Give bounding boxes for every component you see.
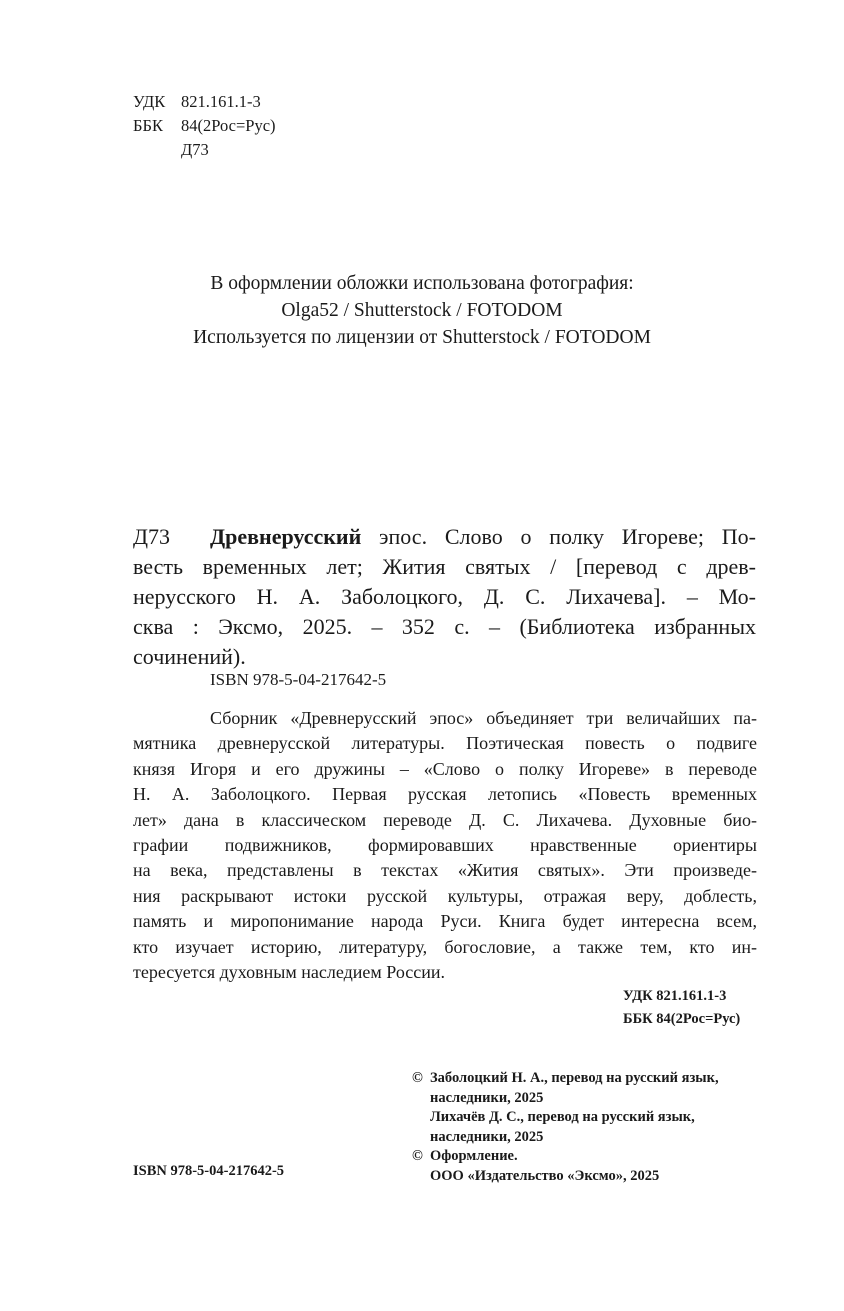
copyright-block <box>412 1069 719 1186</box>
entry-line-1: Древнерусский эпос. Слово о полку Игореве; По- <box>210 524 756 549</box>
annotation-line: кто изучает историю, литературу, богословие, а также тем, кто ин- <box>133 936 757 957</box>
credits-line-3: Используется по лицензии от Shutterstock / FOTODOM <box>193 327 651 348</box>
bbk-row <box>133 114 276 138</box>
copyright-line-3: Лихачёв Д. С., перевод на русский язык, <box>430 1109 695 1125</box>
copyright-line-2: наследники, 2025 <box>430 1089 544 1106</box>
annotation-line: Н. А. Заболоцкого. Первая русская летопись «Повесть временных <box>133 784 757 805</box>
copyright-mark: © <box>412 1148 423 1164</box>
annotation-line: лет» дана в классическом переводе Д. С. Лихачева. Духовные био- <box>133 809 757 830</box>
bbk-label: ББК <box>133 116 163 135</box>
udk-label: УДК <box>133 92 166 111</box>
entry-title: Древнерусский <box>210 524 362 549</box>
entry-line-4: сква : Эксмо, 2025. – 352 с. – (Библиотека избранных <box>133 614 756 639</box>
author-mark-row <box>133 138 276 162</box>
credits-line-1: В оформлении обложки использована фотография: <box>210 273 634 294</box>
copyright-entry-1: © Заболоцкий Н. А., перевод на русский язык, <box>412 1069 719 1089</box>
author-mark: Д73 <box>181 140 209 159</box>
udk-code-bold: УДК 821.161.1-3 <box>623 988 727 1004</box>
isbn-bottom: ISBN 978-5-04-217642-5 <box>133 1163 285 1179</box>
entry-line-5: сочинений). <box>133 644 246 669</box>
copyright-mark: © <box>412 1070 423 1086</box>
copyright-entry-2: © Оформление. <box>412 1147 719 1167</box>
annotation-line: князя Игоря и его дружины – «Слово о полку Игореве» в переводе <box>133 758 757 779</box>
credits-line-2: Olga52 / Shutterstock / FOTODOM <box>281 300 563 321</box>
copyright-line-4: наследники, 2025 <box>430 1128 544 1145</box>
entry-line-3: нерусского Н. А. Заболоцкого, Д. С. Лихачева]. – Мо- <box>133 584 756 609</box>
annotation-line: на века, представлены в текстах «Жития святых». Эти произведе- <box>133 860 757 881</box>
annotation-line: тересуется духовным наследием России. <box>133 962 446 983</box>
bbk-value: 84(2Рос=Рус) <box>181 116 276 135</box>
annotation <box>133 706 757 985</box>
entry-line-2: весть временных лет; Жития святых / [перевод с древ- <box>133 554 756 579</box>
annotation-line: память и миропонимание народа Руси. Книга будет интересна всем, <box>133 911 757 932</box>
classification-block <box>133 90 276 162</box>
annotation-line: ния раскрывают истоки русской культуры, отражая веру, доблесть, <box>133 885 757 906</box>
udk-value: 821.161.1-3 <box>181 92 261 111</box>
bbk-code-bold: ББК 84(2Рос=Рус) <box>623 1011 741 1027</box>
classification-codes-right <box>623 985 740 1031</box>
udk-row <box>133 90 276 114</box>
isbn-line: ISBN 978-5-04-217642-5 <box>210 670 387 689</box>
cover-credits <box>0 270 844 351</box>
annotation-line: Сборник «Древнерусский эпос» объединяет три величайших па- <box>210 708 757 728</box>
annotation-line: мятника древнерусской литературы. Поэтическая повесть о подвиге <box>133 733 757 754</box>
annotation-line: графии подвижников, формировавших нравственные ориентиры <box>133 835 757 856</box>
entry-code: Д73 <box>133 524 171 549</box>
copyright-line-6: ООО «Издательство «Эксмо», 2025 <box>430 1167 660 1184</box>
